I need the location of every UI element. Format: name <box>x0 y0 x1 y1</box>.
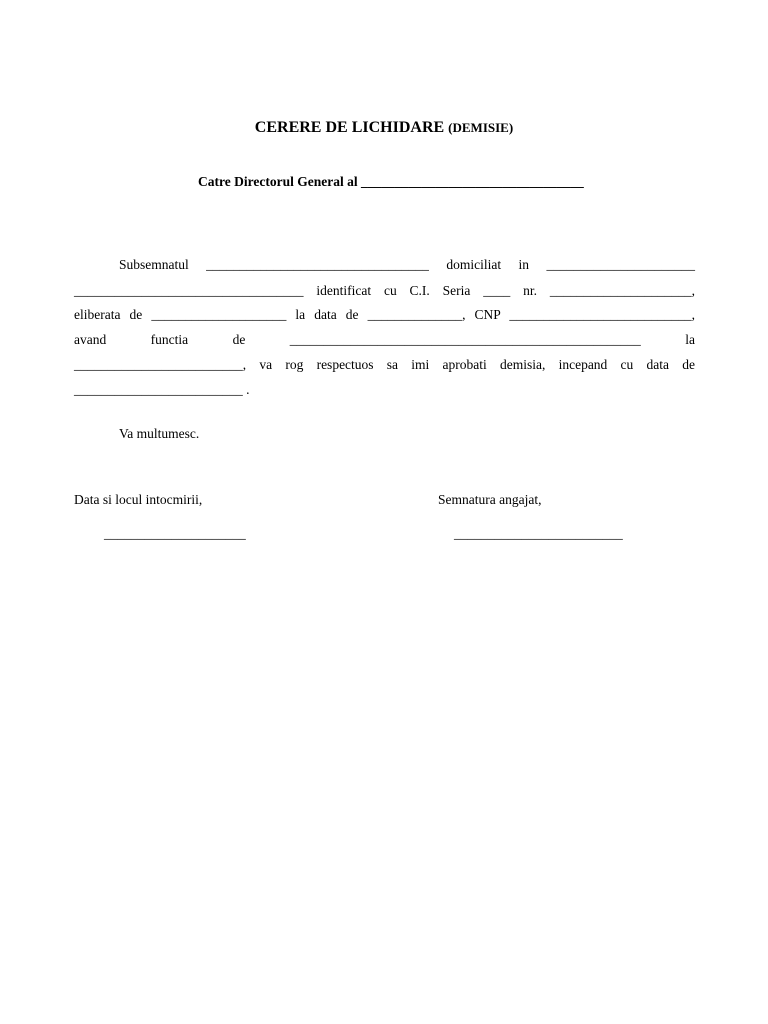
title-main: CERERE DE LICHIDARE <box>254 119 445 136</box>
date-place-blank: _____________________ <box>104 526 246 541</box>
body-line-functia: avand functia de ____________________________________________________ la <box>74 332 695 347</box>
employee-signature-blank: _________________________ <box>454 526 623 541</box>
title-sub: (DEMISIE) <box>448 120 514 135</box>
employee-signature-label: Semnatura angajat, <box>438 492 542 507</box>
body-line-eliberata: eliberata de ____________________ la data de ______________, CNP ___________________________, <box>74 307 695 322</box>
document-title <box>0 119 768 137</box>
body-line-request: _________________________, va rog respectuos sa imi aprobati demisia, incepand cu data de <box>74 357 695 372</box>
body-line-identificat: __________________________________ identificat cu C.I. Seria ____ nr. _____________________, <box>74 283 695 298</box>
body-line-subsemnatul: Subsemnatul _________________________________ domiciliat in ______________________ <box>119 257 695 272</box>
date-place-label: Data si locul intocmirii, <box>74 492 203 507</box>
addressee-line: Catre Directorul General al _________________________________ <box>198 174 584 189</box>
closing-text: Va multumesc. <box>119 426 200 441</box>
body-line-start-date: _________________________ . <box>74 382 250 397</box>
